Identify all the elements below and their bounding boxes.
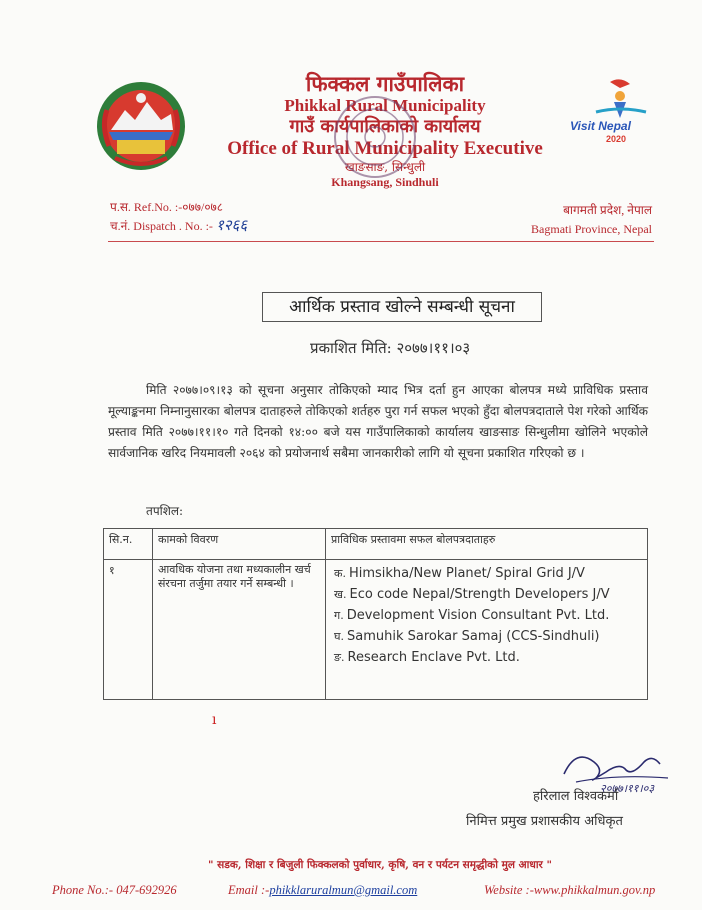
visit-logo-year: 2020 xyxy=(606,134,627,144)
bidder-name: Samuhik Sarokar Samaj (CCS-Sindhuli) xyxy=(347,629,600,644)
province-ne: बागमती प्रदेश, नेपाल xyxy=(563,203,652,217)
reference-block xyxy=(110,198,247,236)
cell-bidders xyxy=(326,560,648,700)
province-block xyxy=(531,201,652,239)
office-name-en: Office of Rural Municipality Executive xyxy=(227,138,543,159)
letterhead-divider xyxy=(108,241,654,242)
header-sn: सि.न. xyxy=(104,529,153,560)
footer-email-label: Email :- xyxy=(228,883,270,897)
dispatch-no xyxy=(110,217,247,236)
office-seal-icon xyxy=(330,92,420,182)
municipality-name-ne: फिक्कल गाउँपालिका xyxy=(305,71,465,96)
bidder-label: ख. xyxy=(334,588,347,601)
footer-phone: Phone No.:- 047-692926 xyxy=(52,883,177,897)
ink-mark: ı xyxy=(212,712,217,728)
municipality-name-en: Phikkal Rural Municipality xyxy=(284,96,486,115)
bidder-label: ग. xyxy=(334,609,344,622)
footer-email-link[interactable]: phikklaruralmun@gmail.com xyxy=(269,883,418,897)
footer-email xyxy=(228,883,417,898)
bidders-table xyxy=(103,528,648,700)
bidder-name: Himsikha/New Planet/ Spiral Grid J/V xyxy=(348,566,585,581)
ref-no xyxy=(110,198,247,217)
published-date: प्रकाशित मिति: २०७७।११।०३ xyxy=(310,339,471,357)
header-bidders: प्राविधिक प्रस्तावमा सफल बोलपत्रदाताहरु xyxy=(326,529,648,560)
signatory-name: हरिलाल विश्वकर्मा xyxy=(533,789,619,804)
ref-no-value: ०७७/०७८ xyxy=(182,200,224,214)
bidder-item xyxy=(334,563,642,584)
bidder-item xyxy=(334,626,642,647)
province-en: Bagmati Province, Nepal xyxy=(531,222,652,236)
bidder-item xyxy=(334,647,642,668)
dispatch-no-label: च.नं. Dispatch . No. :- xyxy=(110,219,213,233)
bidder-name: Development Vision Consultant Pvt. Ltd. xyxy=(346,608,610,623)
visit-nepal-2020-logo-icon xyxy=(566,78,678,148)
nepal-emblem-icon xyxy=(95,80,187,172)
table-row xyxy=(104,560,648,700)
bidder-name: Eco code Nepal/Strength Developers J/V xyxy=(349,587,610,602)
notice-title: आर्थिक प्रस्ताव खोल्ने सम्बन्धी सूचना xyxy=(262,292,542,322)
cell-work: आवधिक योजना तथा मध्यकालीन खर्च संरचना तर्जुमा तयार गर्ने सम्बन्धी । xyxy=(153,560,326,700)
bidder-item xyxy=(334,584,642,605)
ref-no-label: प.स. Ref.No. :- xyxy=(110,200,183,214)
details-label: तपशिल: xyxy=(146,504,184,518)
table-header-row xyxy=(104,529,648,560)
bidder-name: Research Enclave Pvt. Ltd. xyxy=(347,650,520,665)
dispatch-no-value: १२६६ xyxy=(215,218,248,234)
footer-motto: " सडक, शिक्षा र बिजुली फिक्कलको पुर्वाधार, कृषि, वन र पर्यटन समृद्धीको मुल आधार " xyxy=(208,859,552,871)
location-en: Khangsang, Sindhuli xyxy=(331,175,439,189)
bidder-item xyxy=(334,605,642,626)
location-ne: खाङसाङ, सिन्धुली xyxy=(344,160,426,174)
bidder-label: घ. xyxy=(334,630,344,643)
cell-sn: १ xyxy=(104,560,153,700)
header-work: कामको विवरण xyxy=(153,529,326,560)
notice-body: मिति २०७७।०९।१३ को सूचना अनुसार तोकिएको म्याद भित्र दर्ता हुन आएका बोलपत्र मध्ये प्राविधिक प्रस्ताव मूल्याङ्कनमा निम्नानुसारका बोलपत्र दाताहरुले तोकिएको शर्तहरु पुरा गर्न सफल भएको हुँदा बोलपत्रदाताले पेश गरेको आर्थिक प्रस्ताव मिति २०७७।११।१० गते दिनको १४:०० बजे यस गाउँपालिकाको कार्यालय खाङसाङ सिन्धुलीमा खोलिने भएकोले सार्वजानिक खरिद नियमावली २०६४ को प्रयोजनार्थ सबैमा जानकारीको लागि यो सूचना प्रकाशित गरिएको छ । xyxy=(108,383,648,460)
visit-logo-text: Visit Nepal xyxy=(570,119,631,133)
signatory-post: निमित्त प्रमुख प्रशासकीय अधिकृत xyxy=(466,814,623,829)
footer-website[interactable]: Website :-www.phikkalmun.gov.np xyxy=(484,883,656,897)
bidder-label: ङ. xyxy=(334,651,345,664)
office-name-ne: गाउँ कार्यपालिकाको कार्यालय xyxy=(289,116,481,137)
bidder-label: क. xyxy=(334,567,346,580)
signature-date: २०७७।११।०३ xyxy=(600,782,655,794)
